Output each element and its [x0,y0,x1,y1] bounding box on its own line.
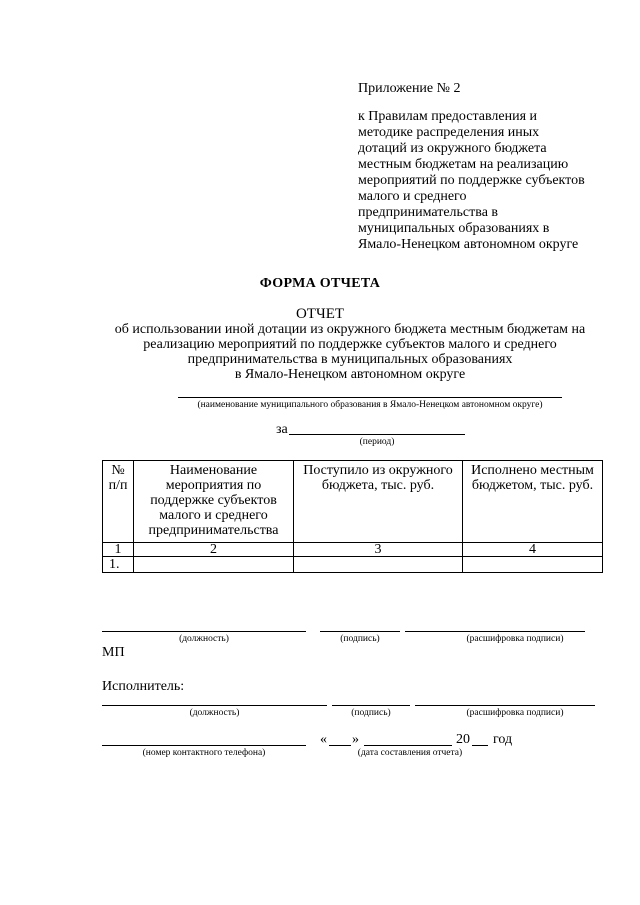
report-title: ОТЧЕТ [295,306,345,322]
date-caption: (дата составления отчета) [357,748,463,758]
table-cell: 1. [103,557,134,573]
executor-decoding-line[interactable] [415,705,595,706]
date-year-prefix: 20 [456,732,470,747]
executor-signature-caption: (подпись) [351,708,391,718]
report-subtitle-line: предпринимательства в муниципальных образованиях [187,352,513,367]
date-close-quote: » [352,732,359,747]
col-header-activity: Наименование мероприятия по поддержке субъектов малого и среднего предпринимательства [134,461,294,543]
column-number: 2 [134,543,294,557]
date-open-quote: « [320,732,327,747]
date-month-line[interactable] [364,745,452,746]
appendix-line: предпринимательства в [358,205,499,220]
date-year-suffix: год [493,732,513,747]
appendix-line: к Правилам предоставления и [358,109,538,124]
appendix-line: мероприятий по поддержке субъектов [358,173,585,188]
table-cell[interactable] [294,557,463,573]
period-caption: (период) [359,437,395,447]
seal-label: МП [102,645,125,660]
executor-position-caption: (должность) [189,708,240,718]
report-subtitle [90,322,610,382]
column-number: 4 [463,543,603,557]
appendix-line: методике распределения иных [358,125,540,140]
appendix-line: дотаций из окружного бюджета [358,141,547,156]
signature-caption: (подпись) [340,634,380,644]
decoding-caption: (расшифровка подписи) [466,634,564,644]
executor-position-line[interactable] [102,705,327,706]
col-header-executed: Исполнено местным бюджетом, тыс. руб. [463,461,603,543]
municipality-caption: (наименование муниципального образования в Ямало-Ненецком автономном округе) [197,400,543,410]
appendix-line: Ямало-Ненецком автономном округе [358,237,579,252]
signer-signature-line[interactable] [320,631,400,632]
period-prefix: за [276,422,288,437]
executor-label: Исполнитель: [102,679,185,694]
phone-field-line[interactable] [102,745,306,746]
appendix-title: Приложение № 2 [358,81,461,96]
report-subtitle-line: об использовании иной дотации из окружного бюджета местным бюджетам на [114,322,586,337]
table-cell[interactable] [463,557,603,573]
position-caption: (должность) [179,634,229,644]
appendix-rules [358,109,618,253]
table-header-row [103,461,603,543]
signer-position-line[interactable] [102,631,306,632]
phone-caption: (номер контактного телефона) [142,748,266,758]
appendix-line: местным бюджетам на реализацию [358,157,569,172]
table-cell[interactable] [134,557,294,573]
appendix-line: малого и среднего [358,189,467,204]
period-field-line[interactable] [289,434,465,435]
executor-decoding-caption: (расшифровка подписи) [466,708,564,718]
municipality-field-line[interactable] [178,397,562,398]
date-year-line[interactable] [472,745,488,746]
appendix-block [358,81,618,253]
column-number-row [103,543,603,557]
table-row [103,557,603,573]
form-title: ФОРМА ОТЧЕТА [259,276,381,291]
report-subtitle-line: реализацию мероприятий по поддержке субъектов малого и среднего [143,337,557,352]
report-subtitle-line: в Ямало-Ненецком автономном округе [234,367,466,382]
column-number: 3 [294,543,463,557]
appendix-line: муниципальных образованиях в [358,221,550,236]
col-header-received: Поступило из окружного бюджета, тыс. руб. [294,461,463,543]
executor-signature-line[interactable] [332,705,410,706]
report-table [102,460,603,573]
date-day-line[interactable] [329,745,351,746]
signer-decoding-line[interactable] [405,631,585,632]
column-number: 1 [103,543,134,557]
col-header-number: № п/п [103,461,134,543]
